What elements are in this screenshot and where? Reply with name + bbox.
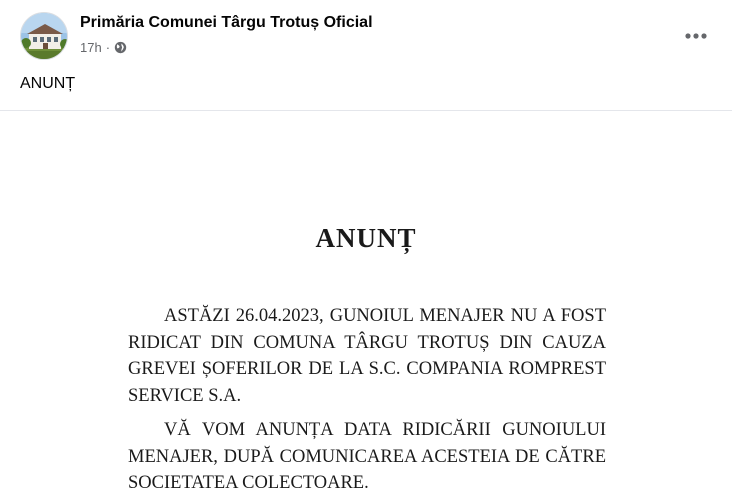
post-image-document[interactable] bbox=[0, 111, 732, 503]
more-options-button[interactable] bbox=[678, 18, 714, 54]
document-paragraph-1: ASTĂZI 26.04.2023, GUNOIUL MENAJER NU A FOST RIDICAT DIN COMUNA TÂRGU TROTUȘ DIN CAUZA GREVEI ȘOFERILOR DE LA S.C. COMPANIA ROMPREST SERVICE S.A. bbox=[128, 306, 606, 406]
more-options-icon bbox=[684, 32, 708, 40]
post-text: ANUNȚ bbox=[20, 75, 76, 92]
meta-separator: · bbox=[105, 40, 111, 55]
post-meta bbox=[80, 40, 127, 55]
document-title: ANUNȚ bbox=[315, 223, 417, 253]
page-name-link[interactable]: Primăria Comunei Târgu Trotuș Oficial bbox=[80, 14, 373, 31]
globe-icon[interactable] bbox=[114, 41, 127, 54]
document-paragraph-2: VĂ VOM ANUNȚA DATA RIDICĂRII GUNOIULUI MENAJER, DUPĂ COMUNICAREA ACESTEIA DE CĂTRE SOCIETATEA COLECTOARE. bbox=[128, 420, 606, 493]
document-body bbox=[128, 303, 606, 503]
post-timestamp[interactable]: 17h bbox=[80, 40, 102, 55]
avatar-building-image bbox=[21, 13, 68, 60]
page-avatar[interactable] bbox=[20, 12, 68, 60]
